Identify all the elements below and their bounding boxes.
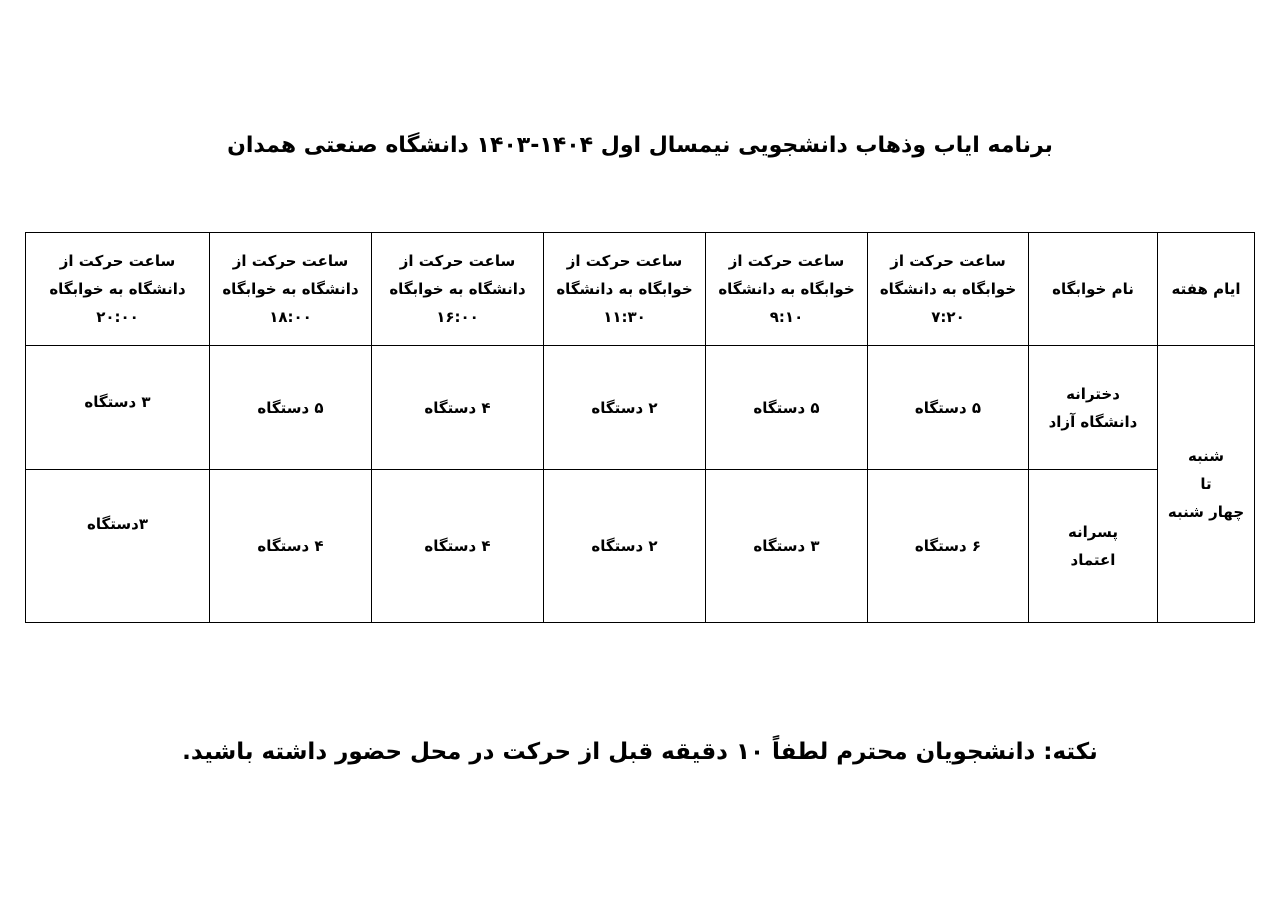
header-departure-1600: ساعت حرکت از دانشگاه به خوابگاه ۱۶:۰۰ bbox=[372, 233, 544, 346]
table-row bbox=[26, 470, 1255, 623]
bus-count-cell: ۳دستگاه bbox=[26, 470, 210, 623]
bus-count-cell: ۳ دستگاه bbox=[706, 470, 868, 623]
header-departure-1800: ساعت حرکت از دانشگاه به خوابگاه ۱۸:۰۰ bbox=[210, 233, 372, 346]
bus-count-cell: ۴ دستگاه bbox=[372, 346, 544, 470]
page-title: برنامه ایاب وذهاب دانشجویی نیمسال اول ۱۴۰۴-۱۴۰۳ دانشگاه صنعتی همدان bbox=[227, 133, 1053, 158]
dorm-name-cell: دخترانه دانشگاه آزاد bbox=[1029, 346, 1158, 470]
days-cell: شنبه تا چهار شنبه bbox=[1158, 346, 1255, 623]
bus-count-cell: ۳ دستگاه bbox=[26, 346, 210, 470]
shuttle-schedule-table bbox=[25, 232, 1255, 623]
table-row bbox=[26, 346, 1255, 470]
bus-count-cell: ۴ دستگاه bbox=[210, 470, 372, 623]
dorm-name-cell: پسرانه اعتماد bbox=[1029, 470, 1158, 623]
bus-count-cell: ۵ دستگاه bbox=[706, 346, 868, 470]
table-header-row bbox=[26, 233, 1255, 346]
bus-count-cell: ۵ دستگاه bbox=[868, 346, 1029, 470]
bus-count-cell: ۶ دستگاه bbox=[868, 470, 1029, 623]
header-departure-0910: ساعت حرکت از خوابگاه به دانشگاه ۹:۱۰ bbox=[706, 233, 868, 346]
bus-count-cell: ۵ دستگاه bbox=[210, 346, 372, 470]
bus-count-cell: ۴ دستگاه bbox=[372, 470, 544, 623]
header-departure-2000: ساعت حرکت از دانشگاه به خوابگاه ۲۰:۰۰ bbox=[26, 233, 210, 346]
header-departure-0720: ساعت حرکت از خوابگاه به دانشگاه ۷:۲۰ bbox=[868, 233, 1029, 346]
footer-note: نکته: دانشجویان محترم لطفاً ۱۰ دقیقه قبل از حرکت در محل حضور داشته باشید. bbox=[182, 739, 1098, 765]
bus-count-cell: ۲ دستگاه bbox=[544, 346, 706, 470]
bus-count-cell: ۲ دستگاه bbox=[544, 470, 706, 623]
header-departure-1130: ساعت حرکت از خوابگاه به دانشگاه ۱۱:۳۰ bbox=[544, 233, 706, 346]
header-days-of-week: ایام هفته bbox=[1158, 233, 1255, 346]
header-dorm-name: نام خوابگاه bbox=[1029, 233, 1158, 346]
